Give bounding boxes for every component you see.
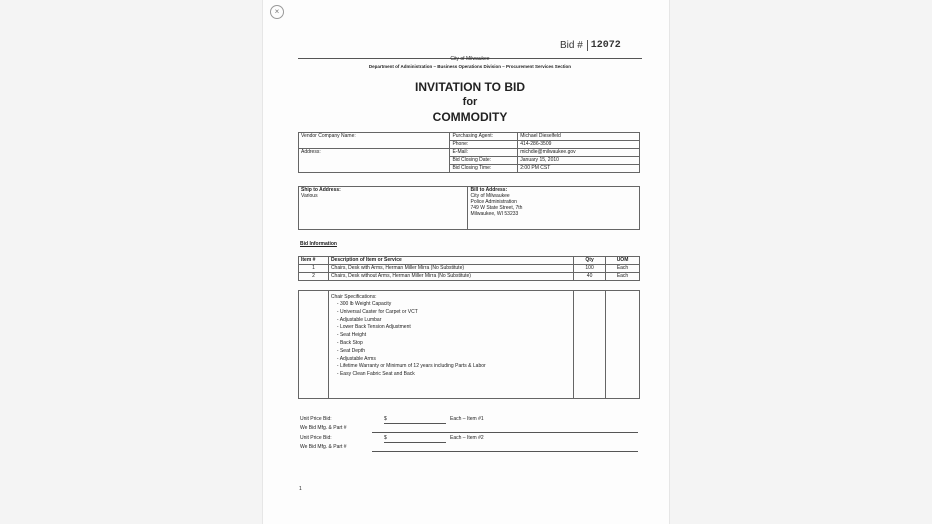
ship-to-value: Various [301, 193, 318, 199]
bill-to-label: Bill to Address: [470, 187, 508, 193]
bill-to-line: City of Milwaukee [470, 193, 510, 199]
bid-number: 12072 [587, 40, 621, 51]
list-item: - Lifetime Warranty or Minimum of 12 years including Parts & Labor [337, 363, 571, 371]
unit-price-label: Unit Price Bid: [300, 416, 332, 422]
title-for: for [462, 96, 478, 108]
each-item-label: Each – Item #1 [450, 416, 484, 422]
item-description: Chairs, Desk without Arms, Herman Miller Mirra (No Substitute) [328, 273, 573, 281]
document-subtitle: COMMODITY [432, 110, 508, 124]
list-item: - Lower Back Tension Adjustment [337, 324, 571, 332]
spec-list [331, 301, 571, 379]
currency-symbol: $ [384, 416, 387, 422]
field-value: January 15, 2010 [518, 157, 640, 165]
col-header: Qty [574, 257, 606, 265]
list-item: - Adjustable Lumbar [337, 317, 571, 325]
item-qty: 40 [574, 273, 606, 281]
field-label: Phone: [450, 141, 518, 149]
col-header: Item # [299, 257, 329, 265]
bid-label: Bid # [560, 40, 583, 51]
list-item: - Seat Depth [337, 348, 571, 356]
field-value: 414-286-3509 [518, 141, 640, 149]
bid-number-box [560, 40, 621, 51]
document-title: INVITATION TO BID [415, 80, 525, 94]
table-row [299, 273, 640, 281]
field-value: michdie@milwaukee.gov [518, 149, 640, 157]
each-item-label: Each – Item #2 [450, 435, 484, 441]
ship-to-label: Ship to Address: [301, 187, 341, 193]
background-right [668, 0, 932, 524]
vendor-company-label: Vendor Company Name: [299, 133, 450, 149]
item-qty: 100 [574, 265, 606, 273]
list-item: - Easy Clean Fabric Seat and Back [337, 371, 571, 379]
field-label: Bid Closing Time: [450, 165, 518, 173]
item-uom: Each [606, 273, 640, 281]
bill-to-line: 749 W State Street, 7th [470, 205, 523, 211]
field-value: Michael Dieselfeld [518, 133, 640, 141]
field-label: Bid Closing Date: [450, 157, 518, 165]
page-number: 1 [299, 486, 302, 492]
spec-title: Chair Specifications: [330, 294, 377, 300]
address-table [298, 186, 640, 230]
list-item: - Back Stop [337, 340, 571, 348]
item-number: 1 [299, 265, 329, 273]
mfg-part-label: We Bid Mfg. & Part # [300, 425, 347, 431]
item-description: Chairs, Desk with Arms, Herman Miller Mirra (No Substitute) [328, 265, 573, 273]
list-item: - Adjustable Arms [337, 356, 571, 364]
unit-price-label: Unit Price Bid: [300, 435, 332, 441]
unit-price-field[interactable] [384, 442, 446, 443]
bill-to-line: Milwaukee, WI 53233 [470, 211, 519, 217]
field-label: Purchasing Agent: [450, 133, 518, 141]
mfg-part-label: We Bid Mfg. & Part # [300, 444, 347, 450]
mfg-part-field[interactable] [372, 432, 638, 433]
city-name: City of Milwaukee [450, 56, 490, 62]
items-header-row [299, 257, 640, 265]
specifications-table [298, 290, 640, 399]
field-label: E-Mail: [450, 149, 518, 157]
spec-empty-cell [299, 291, 329, 399]
ship-to-cell [299, 187, 468, 230]
item-number: 2 [299, 273, 329, 281]
bill-to-cell [468, 187, 640, 230]
vendor-info-table [298, 132, 640, 173]
spec-cell [328, 291, 573, 399]
department-line: Department of Administration – Business Operations Division – Procurement Services Section [368, 64, 572, 69]
bid-information-heading: Bid Information [300, 241, 337, 247]
spec-empty-cell [574, 291, 606, 399]
list-item: - Universal Caster for Carpet or VCT [337, 309, 571, 317]
background-left [0, 0, 262, 524]
col-header: UOM [606, 257, 640, 265]
col-header: Description of Item or Service [328, 257, 573, 265]
close-icon[interactable]: × [270, 5, 284, 19]
table-row [299, 265, 640, 273]
field-value: 2:00 PM CST [518, 165, 640, 173]
currency-symbol: $ [384, 435, 387, 441]
bill-to-line: Police Administration [470, 199, 517, 205]
items-table [298, 256, 640, 281]
item-uom: Each [606, 265, 640, 273]
vendor-address-label: Address: [299, 149, 450, 173]
unit-price-field[interactable] [384, 423, 446, 424]
mfg-part-field[interactable] [372, 451, 638, 452]
list-item: - 300 lb Weight Capacity [337, 301, 571, 309]
list-item: - Seat Height [337, 332, 571, 340]
spec-empty-cell [606, 291, 640, 399]
